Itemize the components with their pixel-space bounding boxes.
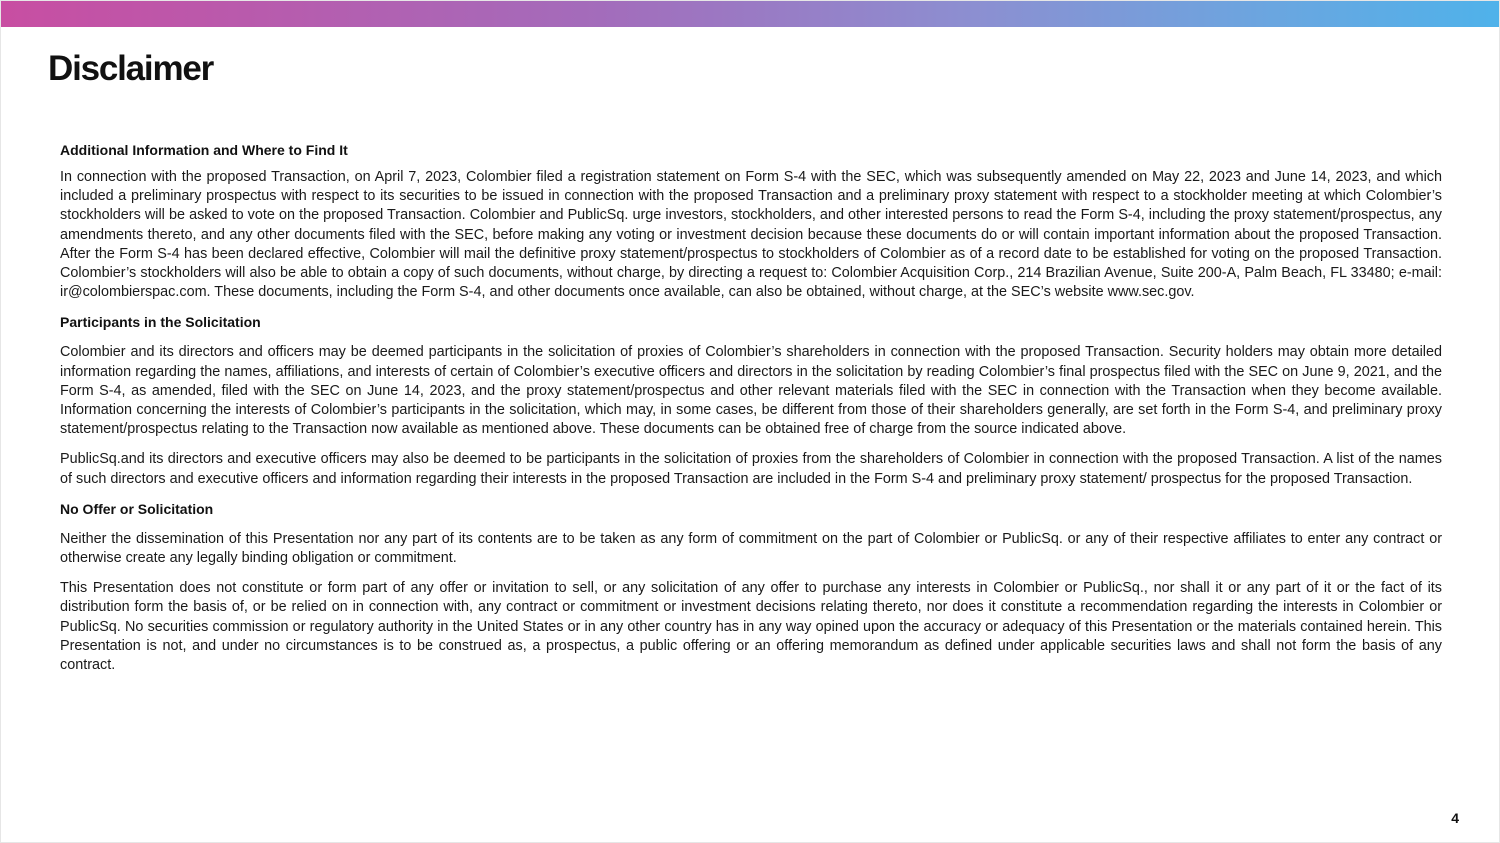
paragraph: This Presentation does not constitute or form part of any offer or invitation to sell, or any solicitation of any offer to purchase any interests in Colombier or PublicSq., nor shall it or any part of it or the fact of its distribution form the basis of, or be relied on in connection with, any contract or commitment or investment decisions relating thereto, nor does it constitute a recommendation regarding the interests in Colombier or PublicSq. No securities commission or regulatory authority in the United States or in any other country has in any way opined upon the accuracy or adequacy of this Presentation or the materials contained herein. This Presentation is not, and under no circumstances is to be construed as, a prospectus, a public offering or an offering memorandum as defined under applicable securities laws and shall not form the basis of any contract. — [60, 580, 1442, 674]
paragraph: Colombier and its directors and officers may be deemed participants in the solicitation of proxies of Colombier’s shareholders in connection with the proposed Transaction. Security holders may obtain more detailed information regarding the names, affiliations, and interests of certain of Colombier’s executive officers and directors in the solicitation by reading Colombier’s final prospectus filed with the SEC on June 9, 2021, and the Form S-4, as amended, filed with the SEC on June 14, 2023, and the proxy statement/prospectus and other relevant materials filed with the SEC in connection with the Transaction when they become available. Information concerning the interests of Colombier’s participants in the solicitation, which may, in some cases, be different from those of their shareholders generally, are set forth in the Form S-4, and preliminary proxy statement/prospectus relating to the Transaction now available as mentioned above. These documents can be obtained free of charge from the source indicated above. — [60, 344, 1442, 438]
paragraph: Neither the dissemination of this Presentation nor any part of its contents are to be taken as any form of commitment on the part of Colombier or PublicSq. or any of their respective affiliates to enter any contract or otherwise create any legally binding obligation or commitment. — [60, 530, 1442, 567]
section-heading: Participants in the Solicitation — [60, 314, 261, 331]
gradient-header-bar — [1, 1, 1499, 27]
section-heading: No Offer or Solicitation — [60, 500, 214, 517]
section-additional-information — [60, 141, 1442, 302]
section-participants — [60, 313, 1442, 488]
disclaimer-body — [60, 141, 1442, 683]
section-no-offer — [60, 500, 1442, 675]
page-number: 4 — [1451, 810, 1459, 826]
page-title: Disclaimer — [48, 49, 214, 88]
paragraph: In connection with the proposed Transaction, on April 7, 2023, Colombier filed a registration statement on Form S-4 with the SEC, which was subsequently amended on May 22, 2023 and June 14, 2023, and which included a preliminary prospectus with respect to its securities to be issued in connection with the proposed Transaction and a preliminary proxy statement with respect to a stockholder meeting at which Colombier’s stockholders will be asked to vote on the proposed Transaction. Colombier and PublicSq. urge investors, stockholders, and other interested persons to read the Form S-4, including the proxy statement/prospectus, any amendments thereto, and any other documents filed with the SEC, before making any voting or investment decision because these documents do or will contain important information about the proposed Transaction. After the Form S-4 has been declared effective, Colombier will mail the definitive proxy statement/prospectus to stockholders of Colombier as of a record date to be established for voting on the proposed Transaction. Colombier’s stockholders will also be able to obtain a copy of such documents, without charge, by directing a request to: Colombier Acquisition Corp., 214 Brazilian Avenue, Suite 200-A, Palm Beach, FL 33480; e-mail: ir@colombierspac.com. These documents, including the Form S-4, and other documents once available, can also be obtained, without charge, at the SEC’s website www.sec.gov. — [60, 169, 1442, 301]
paragraph: PublicSq.and its directors and executive officers may also be deemed to be participants in the solicitation of proxies from the shareholders of Colombier in connection with the proposed Transaction. A list of the names of such directors and executive officers and information regarding their interests in the proposed Transaction are included in the Form S-4 and preliminary proxy statement/ prospectus for the proposed Transaction. — [60, 451, 1442, 487]
section-heading: Additional Information and Where to Find It — [60, 142, 348, 158]
